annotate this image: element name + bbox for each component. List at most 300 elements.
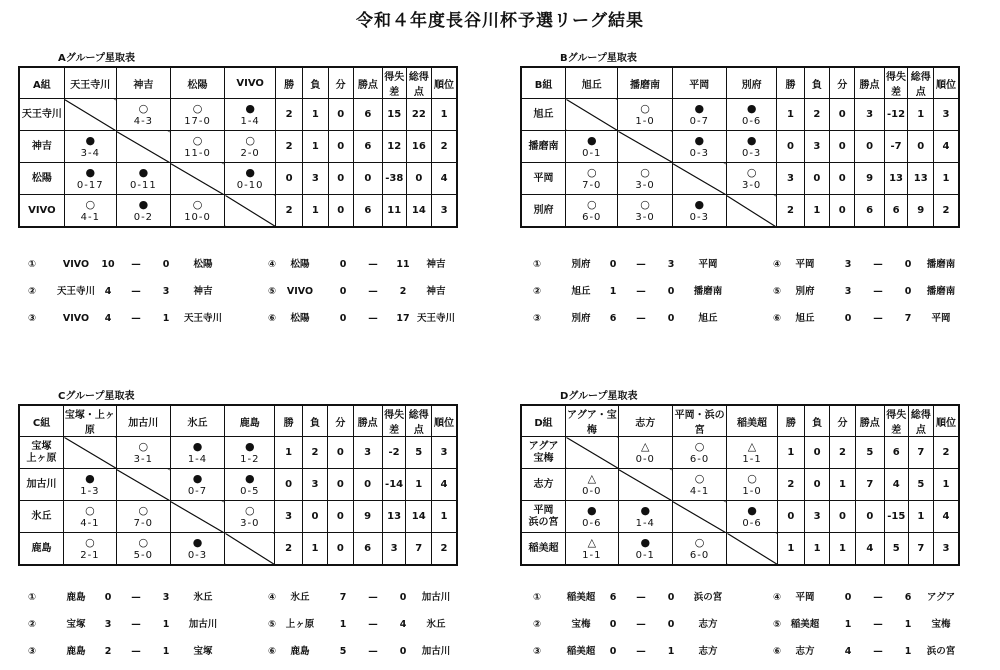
stat-value: 1: [777, 437, 804, 469]
self-cell: [64, 437, 117, 469]
stat-value: 3: [777, 163, 804, 195]
table-row: [19, 533, 457, 566]
stat-value: 3: [855, 99, 884, 131]
result: [566, 166, 617, 192]
stat-value: 2: [934, 195, 960, 228]
team-2: 志方: [698, 646, 718, 657]
group-c: [18, 390, 458, 566]
score-1: 3: [844, 286, 852, 297]
team-1: 上ヶ原: [285, 619, 315, 630]
result: [673, 536, 727, 562]
stat-value: 1: [804, 533, 829, 566]
self-cell: [672, 163, 726, 195]
dash: —: [873, 592, 883, 603]
stat-value: 6: [855, 195, 884, 228]
stat-value: 0: [804, 437, 829, 469]
match-line: [533, 258, 973, 272]
match-number: ②: [533, 286, 542, 297]
team-1: 志方: [795, 646, 815, 657]
stat-header: 勝点: [353, 67, 382, 99]
score-2: 3: [162, 592, 170, 603]
result: [117, 536, 170, 562]
score-2: 0: [399, 592, 407, 603]
result: [727, 166, 776, 192]
result-mark: ●: [138, 197, 149, 211]
result-score: 0-17: [76, 179, 104, 191]
team-name: [521, 501, 566, 533]
team-1: 宝梅: [571, 619, 591, 630]
dash: —: [873, 619, 883, 630]
header-row: [521, 67, 959, 99]
stat-value: 1: [830, 469, 855, 501]
result: [727, 440, 776, 466]
stat-value: 2: [830, 437, 855, 469]
result-mark: ○: [85, 535, 95, 549]
stat-value: 2: [275, 533, 302, 566]
stat-value: 5: [884, 533, 908, 566]
result: [65, 134, 116, 160]
score-1: 2: [104, 646, 112, 657]
result-cell: [618, 437, 672, 469]
stat-value: 0: [855, 131, 884, 163]
dash: —: [131, 646, 141, 657]
result-cell: [170, 195, 224, 228]
match-number: ③: [533, 313, 542, 324]
result-cell: [64, 469, 117, 501]
standings-table: [520, 66, 960, 228]
table-row: [521, 163, 959, 195]
result-mark: △: [747, 439, 757, 453]
score-2: 7: [904, 313, 912, 324]
stat-value: 0: [830, 195, 855, 228]
stat-value: 0: [804, 469, 829, 501]
match-number: ④: [773, 592, 782, 603]
score-1: 0: [844, 313, 852, 324]
corner-cell: A組: [19, 67, 64, 99]
team-name-line: 志方: [533, 478, 554, 490]
result-mark: △: [641, 439, 650, 453]
stat-header: 勝: [777, 67, 804, 99]
result-score: 3-0: [635, 211, 655, 223]
stat-value: 0: [855, 501, 884, 533]
result-score: 10-0: [184, 211, 211, 223]
score-2: 0: [667, 313, 675, 324]
result-cell: [672, 533, 727, 566]
result-cell: [170, 131, 224, 163]
team-name: [19, 195, 64, 228]
table-row: [521, 99, 959, 131]
stat-header: 負: [302, 405, 327, 437]
score-1: 0: [339, 259, 347, 270]
result-score: 1-1: [582, 549, 602, 561]
team-2: 氷丘: [426, 619, 446, 630]
result: [618, 166, 671, 192]
result: [171, 102, 224, 128]
stat-value: 7: [908, 437, 933, 469]
stat-value: 3: [275, 501, 302, 533]
match-number: ④: [268, 259, 277, 270]
result-cell: [727, 501, 777, 533]
result-score: 1-4: [240, 115, 260, 127]
stat-value: 5: [908, 469, 933, 501]
match-number: ②: [28, 619, 37, 630]
stat-value: 2: [777, 469, 804, 501]
opponent-header: 神吉: [116, 67, 170, 99]
result-score: 3-0: [635, 179, 655, 191]
result-cell: [618, 163, 672, 195]
result-cell: [618, 533, 672, 566]
dash: —: [131, 313, 141, 324]
stat-value: 6: [884, 437, 908, 469]
stat-header: 得失差: [382, 405, 406, 437]
result-score: 1-1: [742, 453, 762, 465]
header-row: [19, 405, 457, 437]
self-cell: [116, 131, 170, 163]
stat-value: 6: [884, 195, 908, 228]
result-score: 6-0: [689, 549, 710, 561]
result: [171, 198, 224, 224]
stat-value: 3: [432, 437, 457, 469]
team-name: [19, 131, 64, 163]
dash: —: [368, 592, 378, 603]
result-score: 1-4: [187, 453, 208, 465]
result-mark: ○: [138, 535, 149, 549]
team-name-line: 松陽: [31, 172, 52, 184]
result: [673, 472, 727, 498]
result-mark: ○: [85, 197, 96, 211]
result-mark: ○: [747, 471, 757, 485]
opponent-header: 加古川: [116, 405, 170, 437]
result-cell: [566, 195, 618, 228]
self-cell: [672, 501, 727, 533]
table-row: [521, 533, 959, 566]
result-mark: ○: [245, 133, 255, 147]
score-2: 11: [396, 259, 410, 270]
self-cell: [64, 99, 116, 131]
result-score: 1-2: [240, 453, 260, 465]
stat-value: -12: [884, 99, 908, 131]
score-1: 4: [104, 286, 112, 297]
stat-value: 1: [804, 195, 829, 228]
table-row: [521, 501, 959, 533]
result-score: 4-1: [80, 517, 100, 529]
match-line: [533, 312, 973, 326]
result-mark: ●: [694, 197, 705, 211]
score-2: 0: [667, 619, 675, 630]
table-row: [19, 195, 457, 228]
score-1: 0: [104, 592, 112, 603]
result-mark: ●: [85, 165, 96, 179]
team-1: 宝塚: [66, 619, 86, 630]
score-1: 4: [844, 646, 852, 657]
result: [619, 536, 672, 562]
result-score: 0-11: [130, 179, 157, 191]
match-number: ①: [28, 592, 37, 603]
stat-value: 3: [353, 437, 382, 469]
team-1: 鹿島: [66, 592, 86, 603]
team-name: [521, 163, 566, 195]
result-cell: [566, 131, 618, 163]
stat-value: 1: [302, 533, 327, 566]
stat-value: 6: [353, 131, 382, 163]
stat-value: 5: [855, 437, 884, 469]
stat-value: 3: [804, 501, 829, 533]
opponent-header: アグア・宝梅: [566, 405, 619, 437]
stat-value: 4: [432, 163, 457, 195]
corner-cell: D組: [521, 405, 566, 437]
result-mark: ○: [694, 471, 705, 485]
team-1: 稲美超: [790, 619, 820, 630]
score-1: 6: [609, 313, 617, 324]
result-score: 0-5: [240, 485, 260, 497]
match-line: [533, 645, 973, 659]
stat-header: 分: [830, 405, 855, 437]
team-name: [521, 195, 566, 228]
result-cell: [116, 533, 170, 566]
stat-value: -2: [382, 437, 406, 469]
group-b: [520, 52, 960, 228]
dash: —: [131, 286, 141, 297]
result: [64, 504, 116, 530]
team-name: [521, 99, 566, 131]
result-cell: [170, 533, 224, 566]
result-cell: [672, 195, 726, 228]
score-2: 3: [667, 259, 675, 270]
match-number: ②: [28, 286, 37, 297]
team-2: 宝塚: [193, 646, 213, 657]
stat-value: 9: [908, 195, 934, 228]
result-score: 0-3: [689, 147, 709, 159]
stat-value: 0: [830, 501, 855, 533]
match-number: ⑥: [268, 313, 277, 324]
team-2: 神吉: [426, 286, 446, 297]
stat-value: 3: [934, 99, 960, 131]
self-cell: [618, 131, 672, 163]
team-2: 加古川: [421, 592, 451, 603]
team-1: 別府: [795, 286, 815, 297]
stat-value: 0: [328, 501, 353, 533]
match-number: ④: [773, 259, 782, 270]
dash: —: [873, 259, 883, 270]
result: [64, 472, 116, 498]
result-mark: ●: [244, 471, 255, 485]
team-1: 松陽: [290, 259, 310, 270]
opponent-header: 志方: [618, 405, 672, 437]
result: [727, 102, 776, 128]
result-score: 1-0: [742, 485, 762, 497]
result: [117, 102, 170, 128]
stat-value: 5: [406, 437, 432, 469]
stat-value: 3: [303, 163, 328, 195]
result-mark: ○: [138, 439, 149, 453]
team-1: 平岡: [795, 592, 815, 603]
stat-value: 4: [884, 469, 908, 501]
stat-value: 3: [382, 533, 406, 566]
dash: —: [636, 592, 646, 603]
dash: —: [368, 619, 378, 630]
team-2: 宝梅: [931, 619, 951, 630]
table-row: [19, 469, 457, 501]
corner-cell: C組: [19, 405, 64, 437]
result-mark: ○: [138, 503, 149, 517]
score-1: 3: [844, 259, 852, 270]
result-score: 0-3: [187, 549, 208, 561]
stat-header: 分: [328, 67, 353, 99]
stat-value: 1: [908, 99, 934, 131]
group-title: Aグループ星取表: [58, 53, 135, 64]
team-name-line: 別府: [533, 204, 554, 216]
team-name: [19, 99, 64, 131]
result-score: 7-0: [133, 517, 153, 529]
result-cell: [64, 195, 116, 228]
match-number: ①: [533, 259, 542, 270]
stat-header: 総得点: [406, 405, 432, 437]
result-mark: ○: [586, 165, 597, 179]
group-title: Bグループ星取表: [560, 53, 637, 64]
result: [673, 102, 726, 128]
self-cell: [170, 163, 224, 195]
result-score: 0-3: [741, 147, 762, 159]
stat-header: 勝点: [855, 67, 884, 99]
team-name: [19, 469, 64, 501]
self-cell: [116, 469, 170, 501]
result-cell: [225, 99, 276, 131]
match-number: ⑥: [773, 646, 782, 657]
result-score: 3-0: [240, 517, 260, 529]
result: [171, 472, 224, 498]
team-1: VIVO: [286, 286, 314, 297]
stat-value: 13: [884, 163, 908, 195]
team-1: 平岡: [795, 259, 815, 270]
dash: —: [636, 619, 646, 630]
self-cell: [225, 195, 276, 228]
opponent-header: 別府: [726, 67, 776, 99]
team-name-line: 鹿島: [31, 542, 52, 554]
team-2: 氷丘: [193, 592, 213, 603]
result-cell: [225, 437, 275, 469]
opponent-header: 平岡・浜の宮: [672, 405, 727, 437]
self-cell: [170, 501, 224, 533]
score-2: 0: [667, 592, 675, 603]
team-1: 松陽: [290, 313, 310, 324]
stat-value: 9: [353, 501, 382, 533]
result-cell: [116, 195, 170, 228]
score-2: 1: [162, 646, 170, 657]
stat-header: 負: [303, 67, 328, 99]
result-score: 0-6: [582, 517, 602, 529]
team-1: 稲美超: [566, 592, 596, 603]
stat-value: 4: [934, 131, 960, 163]
stat-value: 3: [432, 195, 457, 228]
group-a: [18, 52, 458, 228]
team-name-line: 浜の宮: [528, 516, 559, 528]
result: [225, 134, 275, 160]
dash: —: [873, 286, 883, 297]
team-name-line: 平岡: [533, 504, 554, 516]
result-cell: [225, 131, 276, 163]
header-row: [19, 67, 457, 99]
stat-value: -15: [884, 501, 908, 533]
stat-value: 13: [382, 501, 406, 533]
result: [117, 166, 170, 192]
result: [65, 166, 116, 192]
result-mark: ●: [587, 503, 597, 517]
score-2: 1: [904, 619, 912, 630]
team-2: 天王寺川: [183, 313, 222, 324]
result-cell: [170, 469, 224, 501]
stat-value: 0: [353, 163, 382, 195]
team-name-line: VIVO: [28, 204, 56, 216]
stat-value: 6: [353, 533, 382, 566]
score-2: 1: [162, 313, 170, 324]
result-score: 5-0: [133, 549, 153, 561]
result-cell: [726, 99, 776, 131]
score-1: 0: [339, 286, 347, 297]
opponent-header: 天王寺川: [64, 67, 116, 99]
result-cell: [116, 99, 170, 131]
team-2: 浜の宮: [926, 646, 956, 657]
stat-header: 順位: [432, 67, 457, 99]
result-score: 0-7: [187, 485, 208, 497]
stat-value: 1: [275, 437, 302, 469]
team-2: 播磨南: [693, 286, 723, 297]
match-line: [28, 285, 468, 299]
stat-header: 勝: [777, 405, 804, 437]
stat-value: 2: [302, 437, 327, 469]
result: [225, 102, 275, 128]
stat-header: 負: [804, 67, 829, 99]
result-score: 0-6: [741, 115, 762, 127]
result: [65, 198, 116, 224]
result-cell: [116, 437, 170, 469]
stat-value: 1: [777, 533, 804, 566]
table-row: [19, 99, 457, 131]
dash: —: [873, 646, 883, 657]
team-2: 志方: [698, 619, 718, 630]
stat-value: 0: [302, 501, 327, 533]
stat-value: 2: [777, 195, 804, 228]
stat-value: 2: [432, 131, 457, 163]
result-cell: [116, 501, 170, 533]
dash: —: [131, 592, 141, 603]
stat-value: 12: [382, 131, 406, 163]
team-1: 別府: [571, 259, 591, 270]
stat-value: 3: [934, 533, 959, 566]
result-cell: [672, 99, 726, 131]
stat-value: 0: [328, 195, 353, 228]
group-d: [520, 390, 960, 566]
result-score: 4-1: [80, 211, 100, 223]
team-name-line: 播磨南: [528, 140, 559, 152]
score-2: 0: [904, 286, 912, 297]
score-1: 0: [609, 259, 617, 270]
match-line: [28, 312, 468, 326]
match-number: ⑤: [268, 286, 277, 297]
result-score: 1-0: [635, 115, 655, 127]
score-2: 0: [399, 646, 407, 657]
result-cell: [170, 437, 224, 469]
result-score: 0-7: [689, 115, 709, 127]
stat-value: 6: [353, 195, 382, 228]
stat-value: 1: [908, 501, 933, 533]
opponent-header: 松陽: [170, 67, 224, 99]
result-cell: [727, 437, 777, 469]
dash: —: [368, 313, 378, 324]
stat-value: 3: [302, 469, 327, 501]
table-row: [19, 131, 457, 163]
stat-header: 順位: [934, 67, 960, 99]
result-score: 6-0: [689, 453, 710, 465]
